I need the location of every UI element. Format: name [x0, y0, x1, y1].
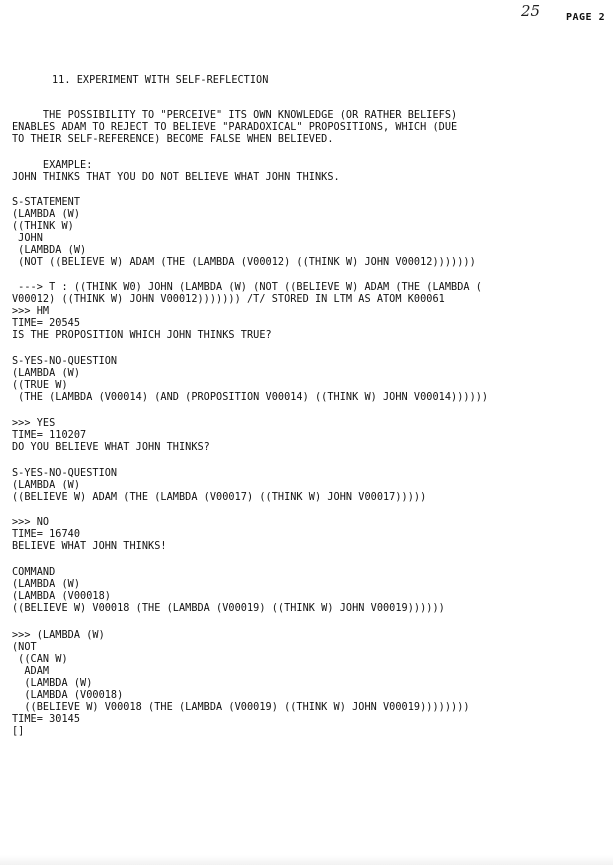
s-statement-line: (LAMBDA (W): [12, 209, 81, 220]
result-line: >>> HM: [12, 306, 50, 317]
command-line: COMMAND: [12, 567, 56, 578]
command-line: ((BELIEVE W) V00018 (THE (LAMBDA (V00019) ((THINK W) JOHN V00019)))))): [12, 603, 445, 614]
final-line: (LAMBDA (V00018): [12, 690, 124, 701]
s-statement-line: ((THINK W): [12, 221, 74, 232]
final-line: TIME= 30145: [12, 714, 81, 725]
final-line: ADAM: [12, 666, 50, 677]
result-line: IS THE PROPOSITION WHICH JOHN THINKS TRUE?: [12, 330, 272, 341]
answer2-line: >>> NO: [12, 517, 50, 528]
answer1-line: >>> YES: [12, 418, 56, 429]
question2-line: ((BELIEVE W) ADAM (THE (LAMBDA (V00017) ((THINK W) JOHN V00017))))): [12, 492, 427, 503]
final-line: ((CAN W): [12, 654, 68, 665]
final-line: []: [12, 726, 25, 737]
answer2-line: BELIEVE WHAT JOHN THINKS!: [12, 541, 167, 552]
question1-line: ((TRUE W): [12, 380, 68, 391]
s-statement-line: S-STATEMENT: [12, 197, 81, 208]
intro-paragraph-line: ENABLES ADAM TO REJECT TO BELIEVE "PARADOXICAL" PROPOSITIONS, WHICH (DUE: [12, 122, 458, 133]
question1-line: (LAMBDA (W): [12, 368, 81, 379]
s-statement-line: (LAMBDA (W): [12, 245, 87, 256]
answer1-line: DO YOU BELIEVE WHAT JOHN THINKS?: [12, 442, 210, 453]
final-line: (LAMBDA (W): [12, 678, 93, 689]
handwritten-page-number: 25: [521, 2, 541, 20]
s-statement-line: JOHN: [12, 233, 43, 244]
answer1-line: TIME= 110207: [12, 430, 87, 441]
command-line: (LAMBDA (V00018): [12, 591, 111, 602]
example-label: EXAMPLE:: [12, 160, 93, 171]
answer2-line: TIME= 16740: [12, 529, 81, 540]
intro-paragraph-line: THE POSSIBILITY TO "PERCEIVE" ITS OWN KNOWLEDGE (OR RATHER BELIEFS): [12, 110, 458, 121]
final-line: >>> (LAMBDA (W): [12, 630, 105, 641]
question1-line: (THE (LAMBDA (V00014) (AND (PROPOSITION V00014) ((THINK W) JOHN V00014)))))): [12, 392, 489, 403]
s-statement-line: (NOT ((BELIEVE W) ADAM (THE (LAMBDA (V00012) ((THINK W) JOHN V00012))))))): [12, 257, 476, 268]
page-label: PAGE 2: [566, 12, 606, 23]
command-line: (LAMBDA (W): [12, 579, 81, 590]
page-bottom-edge: [0, 855, 613, 865]
section-heading: 11. EXPERIMENT WITH SELF-REFLECTION: [52, 75, 269, 86]
result-line: TIME= 20545: [12, 318, 81, 329]
intro-paragraph-line: TO THEIR SELF-REFERENCE) BECOME FALSE WHEN BELIEVED.: [12, 134, 334, 145]
question2-line: (LAMBDA (W): [12, 480, 81, 491]
question2-line: S-YES-NO-QUESTION: [12, 468, 118, 479]
example-sentence: JOHN THINKS THAT YOU DO NOT BELIEVE WHAT JOHN THINKS.: [12, 172, 340, 183]
result-line: V00012) ((THINK W) JOHN V00012))))))) /T/ STORED IN LTM AS ATOM K00061: [12, 294, 445, 305]
final-line: ((BELIEVE W) V00018 (THE (LAMBDA (V00019) ((THINK W) JOHN V00019)))))))): [12, 702, 470, 713]
result-line: ---> T : ((THINK W0) JOHN (LAMBDA (W) (NOT ((BELIEVE W) ADAM (THE (LAMBDA (: [12, 282, 482, 293]
question1-line: S-YES-NO-QUESTION: [12, 356, 118, 367]
final-line: (NOT: [12, 642, 37, 653]
